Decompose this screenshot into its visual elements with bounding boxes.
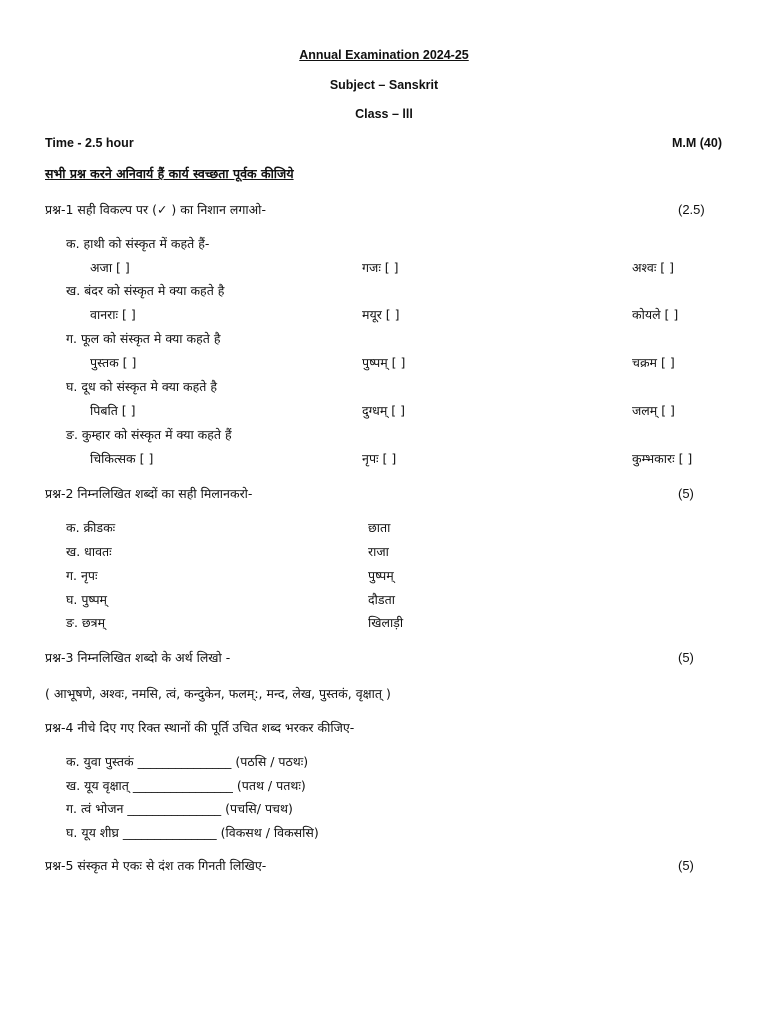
- fill-blank-item: घ. यूय शीघ्र _______________ (विकसथ / विकससि): [66, 825, 319, 840]
- q1-question: ग. फूल को संस्कृत मे क्या कहते है: [66, 331, 221, 346]
- match-right-item: दौडता: [368, 592, 395, 607]
- q4-title: प्रश्न-4 नीचे दिए गए रिक्त स्थानों की पूर्ति उचित शब्द भरकर कीजिए-: [45, 720, 355, 735]
- fill-blank-item: ग. त्वं भोजन _______________ (पचसि/ पचथ): [66, 801, 293, 816]
- q3-marks: (5): [678, 650, 694, 665]
- q1-option-2: गजः [ ]: [362, 260, 399, 275]
- class-line: Class – lll: [355, 107, 413, 121]
- q1-option-1: वानराः [ ]: [90, 307, 136, 322]
- q5-marks: (5): [678, 858, 694, 873]
- match-left-item: घ. पुष्पम्: [66, 592, 108, 607]
- q1-option-3: चक्रम [ ]: [632, 355, 675, 370]
- q1-question: ख. बंदर को संस्कृत मे क्या कहते है: [66, 283, 225, 298]
- q1-title: प्रश्न-1 सही विकल्प पर (✓ ) का निशान लगाओ-: [45, 202, 266, 217]
- q1-option-3: जलम् [ ]: [632, 403, 675, 418]
- q1-option-1: अजा [ ]: [90, 260, 130, 275]
- max-marks: M.M (40): [672, 136, 722, 150]
- match-left-item: ङ. छत्रम्: [66, 615, 106, 630]
- match-left-item: ग. नृपः: [66, 568, 98, 583]
- q2-marks: (5): [678, 486, 694, 501]
- q3-word-list: ( आभूषणे, अश्वः, नमसि, त्वं, कन्दुकेन, फलम्:, मन्द, लेख, पुस्तकं, वृक्षात् ): [45, 686, 391, 701]
- q1-option-2: नृपः [ ]: [362, 451, 397, 466]
- fill-blank-item: ख. यूय वृक्षात् ________________ (पतथ / पतथः): [66, 778, 306, 793]
- subject-line: Subject – Sanskrit: [329, 78, 439, 92]
- q1-question: क. हाथी को संस्कृत में कहते हैं-: [66, 236, 210, 251]
- match-right-item: पुष्पम्: [368, 568, 394, 583]
- q2-title: प्रश्न-2 निम्नलिखित शब्दों का सही मिलानकरो-: [45, 486, 253, 501]
- q1-marks: (2.5): [678, 202, 705, 217]
- q1-option-3: कुम्भकारः [ ]: [632, 451, 693, 466]
- q5-title: प्रश्न-5 संस्कृत मे एकः से दंश तक गिनती लिखिए-: [45, 858, 267, 873]
- instruction: सभी प्रश्न करने अनिवार्य हैं कार्य स्वच्छता पूर्वक कीजिये: [45, 166, 294, 181]
- q3-title: प्रश्न-3 निम्नलिखित शब्दो के अर्थ लिखो -: [45, 650, 231, 665]
- q1-option-1: पिबति [ ]: [90, 403, 136, 418]
- q1-option-3: अश्वः [ ]: [632, 260, 675, 275]
- q1-option-2: दुग्धम् [ ]: [362, 403, 406, 418]
- q1-question: ङ. कुम्हार को संस्कृत में क्या कहते हैं: [66, 427, 232, 442]
- match-right-item: खिलाड़ी: [368, 615, 404, 630]
- fill-blank-item: क. युवा पुस्तकं _______________ (पठसि / पठथः): [66, 754, 309, 769]
- match-left-item: ख. धावतः: [66, 544, 112, 559]
- match-right-item: छाता: [368, 520, 391, 535]
- time-line: Time - 2.5 hour: [45, 136, 134, 150]
- q1-option-1: चिकित्सक [ ]: [90, 451, 154, 466]
- match-left-item: क. क्रीडकः: [66, 520, 116, 535]
- q1-option-1: पुस्तक [ ]: [90, 355, 137, 370]
- q1-option-2: मयूर [ ]: [362, 307, 400, 322]
- match-right-item: राजा: [368, 544, 389, 559]
- q1-question: घ. दूध को संस्कृत मे क्या कहते है: [66, 379, 218, 394]
- q1-option-2: पुष्पम् [ ]: [362, 355, 406, 370]
- exam-title: Annual Examination 2024-25: [299, 48, 469, 62]
- q1-option-3: कोयले [ ]: [632, 307, 679, 322]
